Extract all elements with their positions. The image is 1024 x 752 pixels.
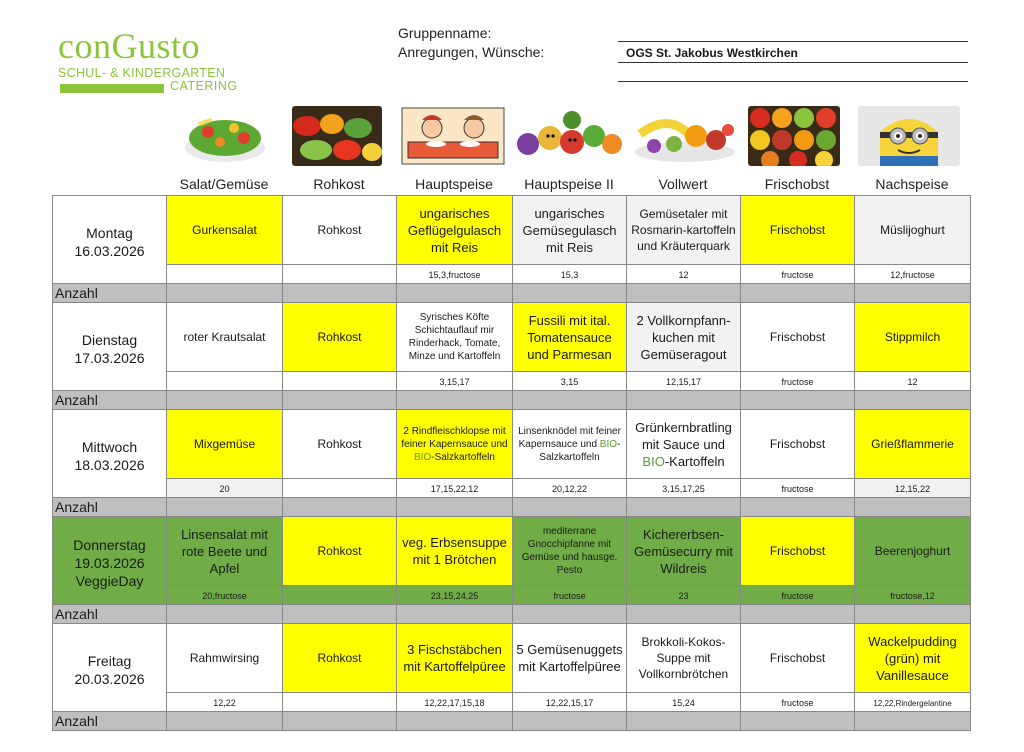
anzahl-input[interactable]: [513, 605, 627, 624]
allergen-codes: [167, 265, 283, 284]
allergen-codes: 15,3: [513, 265, 627, 284]
anzahl-input[interactable]: [627, 498, 741, 517]
dish-name: Grünkernbratling mit Sauce und: [635, 419, 732, 452]
anzahl-input[interactable]: [397, 284, 513, 303]
dish-name: Mixgemüse: [193, 437, 256, 451]
anzahl-input[interactable]: [855, 605, 971, 624]
dish-cell[interactable]: [627, 410, 741, 479]
raw-vegetables-image: [292, 106, 382, 166]
anzahl-label: Anzahl: [53, 712, 167, 731]
dish-name: ungarisches Gemüsegulasch mit Reis: [522, 205, 617, 255]
day-name: Freitag: [87, 652, 132, 669]
allergen-codes: fructose: [741, 372, 855, 391]
dish-name: mediterrane Gnocchipfanne mit Gemüse und hausge. Pesto: [521, 526, 618, 576]
dish-name-suffix: -Salzkartoffeln: [431, 451, 495, 463]
dish-name: Rohkost: [317, 330, 362, 344]
anzahl-row: [53, 605, 971, 624]
anzahl-input[interactable]: [397, 391, 513, 410]
allergen-codes: [283, 265, 397, 284]
day-row-tuesday: [53, 303, 971, 372]
dish-cell[interactable]: [397, 410, 513, 479]
dish-name: Wackelpudding (grün) mit Vanillesauce: [868, 633, 957, 683]
dish-cell[interactable]: [283, 624, 397, 693]
anzahl-input[interactable]: [397, 605, 513, 624]
dish-cell[interactable]: [167, 517, 283, 586]
dish-name: Rohkost: [317, 544, 362, 558]
dish-name: Linsensalat mit rote Beete und Apfel: [181, 526, 268, 576]
anzahl-input[interactable]: [283, 712, 397, 731]
dish-cell[interactable]: [283, 410, 397, 479]
dish-cell[interactable]: [283, 303, 397, 372]
anzahl-input[interactable]: [855, 391, 971, 410]
allergen-codes: 3,15,17,25: [627, 479, 741, 498]
anzahl-input[interactable]: [855, 498, 971, 517]
logo-name: conGusto: [58, 26, 200, 66]
dish-cell[interactable]: [513, 624, 627, 693]
dish-cell[interactable]: [855, 624, 971, 693]
day-cell: [53, 517, 167, 605]
anzahl-label: Anzahl: [53, 391, 167, 410]
codes-row: [53, 693, 971, 712]
allergen-codes: 12,15,17: [627, 372, 741, 391]
day-row-wednesday: [53, 410, 971, 479]
dish-cell[interactable]: [855, 410, 971, 479]
day-date: 20.03.2026: [74, 670, 145, 687]
allergen-codes: 12,22,17,15,18: [397, 693, 513, 712]
day-name: Mittwoch: [81, 438, 138, 455]
allergen-codes: 3,15: [513, 372, 627, 391]
allergen-codes: 12,22,Rindergelantine: [855, 693, 971, 712]
column-header-rohkost: Rohkost: [313, 176, 365, 192]
fruit-platter-image: [630, 106, 740, 166]
anzahl-input[interactable]: [855, 712, 971, 731]
column-header-main-2: Hauptspeise II: [524, 176, 614, 192]
allergen-codes: fructose: [741, 693, 855, 712]
dish-cell[interactable]: [855, 303, 971, 372]
dish-name: Stippmilch: [884, 330, 941, 344]
column-header-fruit: Frischobst: [764, 176, 830, 192]
dish-name: Rohkost: [317, 437, 362, 451]
anzahl-input[interactable]: [167, 284, 283, 303]
dish-name: Syrisches Köfte Schichtauflauf mir Rinderhack, Tomate, Minze und Kartoffeln: [408, 312, 501, 362]
allergen-codes: fructose: [741, 479, 855, 498]
day-row-thursday: [53, 517, 971, 586]
anzahl-label: Anzahl: [53, 284, 167, 303]
anzahl-input[interactable]: [627, 391, 741, 410]
dish-cell[interactable]: [397, 624, 513, 693]
allergen-codes: 23: [627, 586, 741, 605]
allergen-codes: [283, 372, 397, 391]
allergen-codes: 20,12,22: [513, 479, 627, 498]
anzahl-input[interactable]: [741, 605, 855, 624]
dish-name: Rahmwirsing: [189, 651, 260, 665]
anzahl-label: Anzahl: [53, 498, 167, 517]
dish-name: Frischobst: [769, 223, 826, 237]
anzahl-row: [53, 498, 971, 517]
dish-cell[interactable]: [627, 624, 741, 693]
dish-name: 2 Vollkornpfann-kuchen mit Gemüseragout: [636, 312, 731, 362]
vegetable-characters-image: [514, 106, 626, 166]
allergen-codes: fructose: [741, 586, 855, 605]
codes-row: [53, 586, 971, 605]
allergen-codes: fructose: [513, 586, 627, 605]
dish-name: ungarisches Geflügelgulasch mit Reis: [407, 205, 502, 255]
dish-name: Frischobst: [769, 330, 826, 344]
menu-plan-table: [52, 195, 971, 731]
dish-name: Rohkost: [317, 223, 362, 237]
allergen-codes: 12,22,15,17: [513, 693, 627, 712]
congusto-logo: [58, 26, 248, 93]
anzahl-input[interactable]: [167, 498, 283, 517]
allergen-codes: 20,fructose: [167, 586, 283, 605]
dish-cell[interactable]: [741, 517, 855, 586]
bio-label: BIO: [414, 451, 432, 463]
column-header-dessert: Nachspeise: [875, 176, 949, 192]
dish-cell[interactable]: [741, 196, 855, 265]
dish-name: Grießflammerie: [871, 437, 954, 451]
group-name-value[interactable]: OGS St. Jakobus Westkirchen: [626, 46, 798, 60]
logo-subtitle: SCHUL- & KINDERGARTEN: [58, 66, 226, 80]
anzahl-input[interactable]: [513, 498, 627, 517]
wishes-line-2: [618, 81, 968, 82]
day-name: Montag: [86, 224, 133, 241]
dish-cell[interactable]: [397, 303, 513, 372]
anzahl-input[interactable]: [513, 391, 627, 410]
dish-name: veg. Erbsensuppe mit 1 Brötchen: [402, 535, 507, 567]
day-cell: [53, 410, 167, 498]
dish-name: Beerenjoghurt: [874, 544, 951, 558]
allergen-codes: fructose: [741, 265, 855, 284]
dish-name: 2 Rindfleischklopse mit feiner Kapernsauce und: [401, 425, 508, 450]
children-eating-cartoon-image: [400, 106, 506, 166]
dish-name: Kichererbsen-Gemüsecurry mit Wildreis: [634, 526, 733, 576]
dish-name-suffix: -Kartoffeln: [664, 453, 725, 469]
bio-label: BIO: [642, 453, 665, 469]
dish-name: Gemüsetaler mit Rosmarin-kartoffeln und Kräuterquark: [631, 207, 736, 253]
day-name: Donnerstag: [73, 536, 146, 553]
anzahl-input[interactable]: [855, 284, 971, 303]
wishes-line: [618, 62, 968, 63]
group-name-line: [618, 41, 968, 42]
dish-cell[interactable]: [741, 410, 855, 479]
allergen-codes: fructose,12: [855, 586, 971, 605]
dish-name: Frischobst: [769, 544, 826, 558]
fresh-fruits-image: [748, 106, 840, 166]
anzahl-row: [53, 391, 971, 410]
codes-row: [53, 479, 971, 498]
codes-row: [53, 265, 971, 284]
dish-cell[interactable]: [513, 303, 627, 372]
dish-cell[interactable]: [397, 196, 513, 265]
anzahl-input[interactable]: [283, 498, 397, 517]
day-date: 17.03.2026: [74, 349, 145, 366]
codes-row: [53, 372, 971, 391]
day-date: 16.03.2026: [74, 242, 145, 259]
veggie-day-label: VeggieDay: [75, 572, 144, 589]
allergen-codes: [167, 372, 283, 391]
allergen-codes: 12: [627, 265, 741, 284]
dish-cell[interactable]: [513, 410, 627, 479]
allergen-codes: 3,15,17: [397, 372, 513, 391]
anzahl-input[interactable]: [627, 712, 741, 731]
day-cell: [53, 303, 167, 391]
anzahl-input[interactable]: [397, 712, 513, 731]
dish-cell[interactable]: [627, 303, 741, 372]
dish-name-suffix: -Salzkartoffeln: [539, 438, 621, 463]
column-header-vollwert: Vollwert: [658, 176, 708, 192]
anzahl-row: [53, 284, 971, 303]
anzahl-input[interactable]: [283, 605, 397, 624]
dish-cell[interactable]: [513, 517, 627, 586]
anzahl-row: [53, 712, 971, 731]
allergen-codes: 23,15,24,25: [397, 586, 513, 605]
dish-name: Linsenknödel mit feiner Kapernsauce und: [518, 425, 621, 450]
dish-name: Frischobst: [769, 437, 826, 451]
allergen-codes: 15,24: [627, 693, 741, 712]
dish-name: Brokkoli-Kokos-Suppe mit Vollkornbrötchen: [638, 635, 729, 681]
anzahl-input[interactable]: [741, 391, 855, 410]
group-name-label: Gruppenname:: [398, 25, 492, 41]
dish-name: Rohkost: [317, 651, 362, 665]
dish-cell[interactable]: [741, 303, 855, 372]
dish-name: roter Krautsalat: [183, 330, 266, 344]
anzahl-label: Anzahl: [53, 605, 167, 624]
anzahl-input[interactable]: [167, 391, 283, 410]
allergen-codes: 12,22: [167, 693, 283, 712]
day-date: 19.03.2026: [74, 554, 145, 571]
dish-cell[interactable]: [513, 196, 627, 265]
day-date: 18.03.2026: [74, 456, 145, 473]
column-header-salad: Salat/Gemüse: [179, 176, 269, 192]
allergen-codes: 15,3,fructose: [397, 265, 513, 284]
dish-cell[interactable]: [741, 624, 855, 693]
dish-cell[interactable]: [397, 517, 513, 586]
allergen-codes: 12: [855, 372, 971, 391]
allergen-codes: 20: [167, 479, 283, 498]
anzahl-input[interactable]: [627, 605, 741, 624]
anzahl-input[interactable]: [741, 712, 855, 731]
dish-cell[interactable]: [627, 517, 741, 586]
dish-cell[interactable]: [167, 410, 283, 479]
dish-name: 3 Fischstäbchen mit Kartoffelpüree: [403, 642, 506, 674]
allergen-codes: 12,fructose: [855, 265, 971, 284]
salad-bowl-image: [178, 106, 272, 166]
day-name: Dienstag: [81, 331, 138, 348]
day-row-friday: [53, 624, 971, 693]
bio-label: BIO: [599, 438, 618, 450]
anzahl-input[interactable]: [741, 284, 855, 303]
anzahl-input[interactable]: [283, 391, 397, 410]
dish-cell[interactable]: [167, 303, 283, 372]
allergen-codes: 12,15,22: [855, 479, 971, 498]
day-row-monday: [53, 196, 971, 265]
dish-cell[interactable]: [855, 196, 971, 265]
allergen-codes: 17,15,22,12: [397, 479, 513, 498]
day-cell: [53, 624, 167, 712]
dish-cell[interactable]: [167, 624, 283, 693]
anzahl-input[interactable]: [283, 284, 397, 303]
dish-name: Gurkensalat: [192, 223, 257, 237]
minion-cake-image: [858, 106, 960, 166]
dish-name: Frischobst: [769, 651, 826, 665]
anzahl-input[interactable]: [167, 712, 283, 731]
header-labels: [398, 24, 544, 62]
dish-name: Fussili mit ital. Tomatensauce und Parmesan: [527, 312, 612, 362]
dish-name: 5 Gemüsenuggets mit Kartoffelpüree: [516, 642, 623, 674]
dish-cell[interactable]: [283, 517, 397, 586]
day-cell: [53, 196, 167, 284]
dish-cell[interactable]: [283, 196, 397, 265]
dish-cell[interactable]: [627, 196, 741, 265]
dish-cell[interactable]: [855, 517, 971, 586]
allergen-codes: [283, 586, 397, 605]
anzahl-input[interactable]: [741, 498, 855, 517]
allergen-codes: [283, 693, 397, 712]
wishes-label: Anregungen, Wünsche:: [398, 44, 545, 60]
anzahl-input[interactable]: [627, 284, 741, 303]
logo-subtitle-catering: CATERING: [170, 79, 238, 93]
logo-bar: [60, 84, 164, 93]
allergen-codes: [283, 479, 397, 498]
anzahl-input[interactable]: [397, 498, 513, 517]
anzahl-input[interactable]: [513, 284, 627, 303]
anzahl-input[interactable]: [167, 605, 283, 624]
dish-name: Müslijoghurt: [880, 223, 945, 237]
dish-cell[interactable]: [167, 196, 283, 265]
anzahl-input[interactable]: [513, 712, 627, 731]
column-header-main: Hauptspeise: [415, 176, 493, 192]
